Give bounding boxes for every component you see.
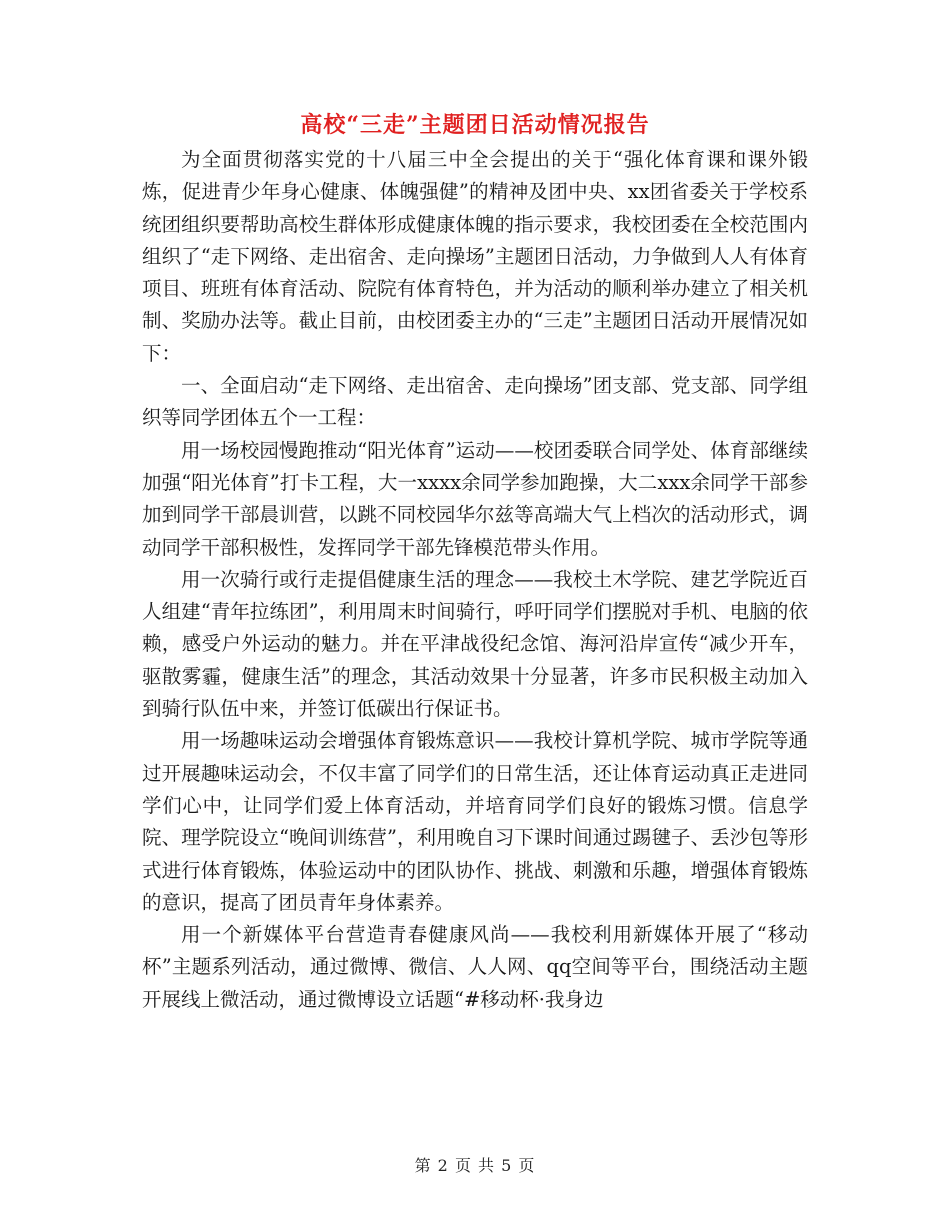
paragraph-new-media: 用一个新媒体平台营造青春健康风尚——我校利用新媒体开展了“移动杯”主题系列活动，通过微博、微信、人人网、qq空间等平台，围绕活动主题开展线上微活动，通过微博设立话题“#移动杯·我身边 [142, 923, 808, 1011]
page-number-footer: 第 2 页 共 5 页 [414, 1156, 536, 1175]
paragraph-intro: 为全面贯彻落实党的十八届三中全会提出的关于“强化体育课和课外锻炼，促进青少年身心健康、体魄强健”的精神及团中央、xx团省委关于学校系统团组织要帮助高校生群体形成健康体魄的指示要求，我校团委在全校范围内组织了“走下网络、走出宿舍、走向操场”主题团日活动，力争做到人人有体育项目、班班有体育活动、院院有体育特色，并为活动的顺利举办建立了相关机制、奖励办法等。截止目前，由校团委主办的“三走”主题团日活动开展情况如下： [142, 148, 808, 365]
paragraph-cycling: 用一次骑行或行走提倡健康生活的理念——我校土木学院、建艺学院近百人组建“青年拉练团”，利用周末时间骑行，呼吁同学们摆脱对手机、电脑的依赖，感受户外运动的魅力。并在平津战役纪念馆、海河沿岸宣传“减少开车，驱散雾霾，健康生活”的理念，其活动效果十分显著，许多市民积极主动加入到骑行队伍中来，并签订低碳出行保证书。 [142, 567, 808, 721]
paragraph-fun-games: 用一场趣味运动会增强体育锻炼意识——我校计算机学院、城市学院等通过开展趣味运动会，不仅丰富了同学们的日常生活，还让体育运动真正走进同学们心中，让同学们爱上体育活动，并培育同学们良好的锻炼习惯。信息学院、理学院设立“晚间训练营”，利用晚自习下课时间通过踢毽子、丢沙包等形式进行体育锻炼，体验运动中的团队协作、挑战、刺激和乐趣，增强体育锻炼的意识，提高了团员青年身体素养。 [142, 729, 808, 914]
paragraph-section-one: 一、全面启动“走下网络、走出宿舍、走向操场”团支部、党支部、同学组织等同学团体五个一工程： [142, 374, 808, 430]
paragraph-jogging: 用一场校园慢跑推动“阳光体育”运动——校团委联合同学处、体育部继续加强“阳光体育”打卡工程，大一xxxx余同学参加跑操，大二xxx余同学干部参加到同学干部晨训营，以跳不同校园华尔兹等高端大气上档次的活动形式，调动同学干部积极性，发挥同学干部先锋模范带头作用。 [142, 438, 808, 559]
document-body [142, 144, 808, 1016]
document-title: 高校“三走”主题团日活动情况报告 [300, 112, 650, 138]
